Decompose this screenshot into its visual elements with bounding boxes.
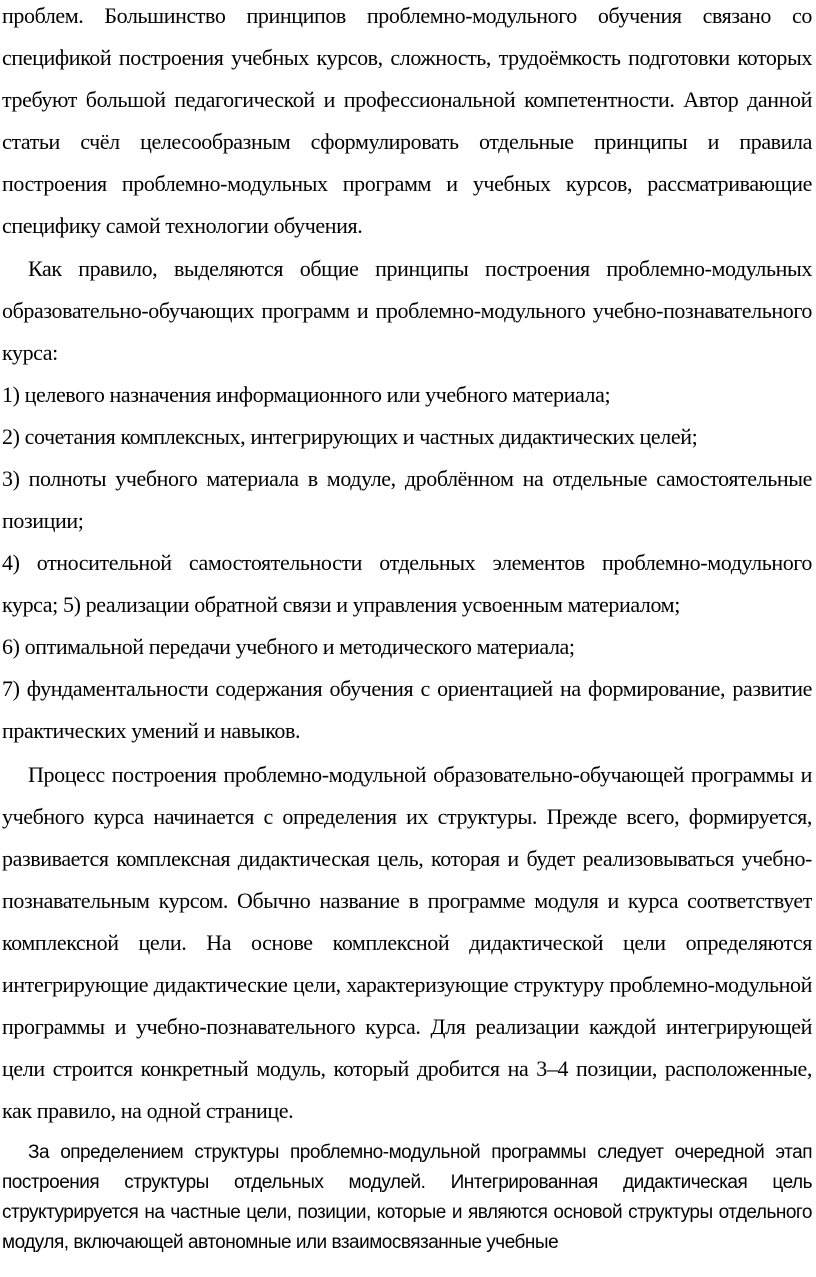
principles-list [2,374,812,752]
list-item: 2) сочетания комплексных, интегрирующих и частных дидактических целей; [2,424,698,449]
list-item: 3) полноты учебного материала в модуле, дроблённом на отдельные самостоятельные позиции; [2,466,812,533]
paragraph-intro: проблем. Большинство принципов проблемно-модульного обучения связано со спецификой построения учебных курсов, сложность, трудоёмкость подготовки которых требуют большой педагогической и профессиональной компетентности. Автор данной статьи счёл целесообразным сформулировать отдельные принципы и правила построения проблемно-модульных программ и учебных курсов, рассматривающие специфику самой технологии обучения. [2,3,812,238]
list-item: 4) относительной самостоятельности отдельных элементов проблемно-модульного курса; 5) реализации обратной связи и управления усвоенным материалом; [2,550,812,617]
list-item: 7) фундаментальности содержания обучения с ориентацией на формирование, развитие практических умений и навыков. [2,676,812,743]
paragraph-module-structure: За определением структуры проблемно-модульной программы следует очередной этап построения структуры отдельных модулей. Интегрированная дидактическая цель структурируется на частные цели, позиции, которые и являются основой структуры отдельного модуля, включающей автономные или взаимосвязанные учебные [2,1142,812,1253]
paragraph-principles-intro: Как правило, выделяются общие принципы построения проблемно-модульных образовательно-обучающих программ и проблемно-модульного учебно-познавательного курса: [2,256,812,365]
list-item: 1) целевого назначения информационного или учебного материала; [2,382,611,407]
list-item: 6) оптимальной передачи учебного и методического материала; [2,634,575,659]
paragraph-process: Процесс построения проблемно-модульной образовательно-обучающей программы и учебного курса начинается с определения их структуры. Прежде всего, формируется, развивается комплексная дидактическая цель, которая и будет реализовываться учебно-познавательным курсом. Обычно название в программе модуля и курса соответствует комплексной цели. На основе комплексной дидактической цели определяются интегрирующие дидактические цели, характеризующие структуру проблемно-модульной программы и учебно-познавательного курса. Для реализации каждой интегрирующей цели строится конкретный модуль, который дробится на 3–4 позиции, расположенные, как правило, на одной странице. [2,762,812,1123]
